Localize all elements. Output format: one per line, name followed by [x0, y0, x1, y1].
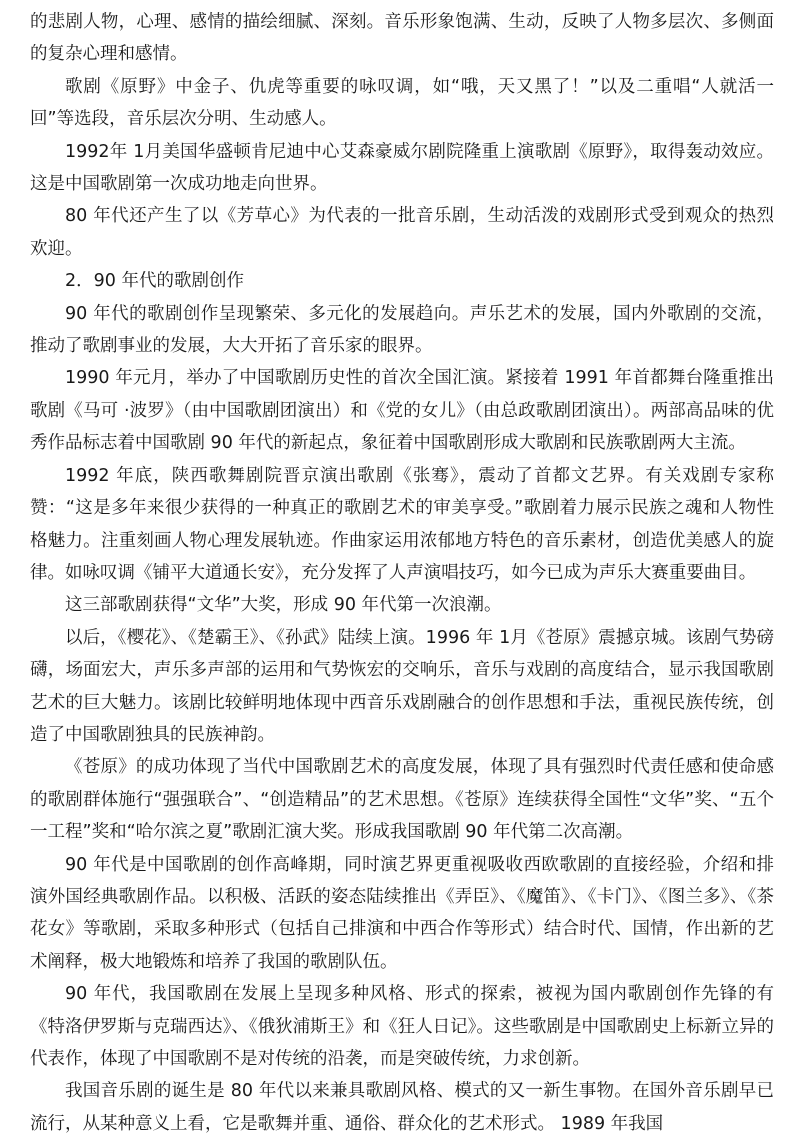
paragraph: 1990 年元月，举办了中国歌剧历史性的首次全国汇演。紧接着 1991 年首都舞台隆重推出歌剧《马可 ·波罗》（由中国歌剧团演出）和《党的女儿》（由总政歌剧团演出）。两部高品味的优秀作品标志着中国歌剧 90 年代的新起点，象征着中国歌剧形成大歌剧和民族歌剧两大主流。: [30, 368, 774, 454]
paragraph-continued: 的悲剧人物，心理、感情的描绘细腻、深刻。音乐形象饱满、生动，反映了人物多层次、多侧面的复杂心理和感情。: [30, 12, 774, 65]
paragraph: 90 年代的歌剧创作呈现繁荣、多元化的发展趋向。声乐艺术的发展，国内外歌剧的交流，推动了歌剧事业的发展，大大开拓了音乐家的眼界。: [30, 303, 774, 357]
paragraph: 这三部歌剧获得“文华”大奖，形成 90 年代第一次浪潮。: [65, 595, 502, 616]
paragraph: 《苍原》的成功体现了当代中国歌剧艺术的高度发展，体现了具有强烈时代责任感和使命感的歌剧群体施行“强强联合”、“创造精品”的艺术思想。《苍原》连续获得全国性“文华”奖、“五个一工程”奖和“哈尔滨之夏”歌剧汇演大奖。形成我国歌剧 90 年代第二次高潮。: [30, 757, 774, 843]
paragraph: 1992年 1月美国华盛顿肯尼迪中心艾森豪威尔剧院隆重上演歌剧《原野》，取得轰动效应。这是中国歌剧第一次成功地走向世界。: [30, 141, 774, 195]
paragraph: 90 年代是中国歌剧的创作高峰期，同时演艺界更重视吸收西欧歌剧的直接经验，介绍和排演外国经典歌剧作品。以积极、活跃的姿态陆续推出《弄臣》、《魔笛》、《卡门》、《图兰多》、《茶花女》等歌剧，采取多种形式（包括自己排演和中西合作等形式）结合时代、国情，作出新的艺术阐释，极大地锻炼和培养了我国的歌剧队伍。: [30, 854, 774, 972]
paragraph: 以后，《樱花》、《楚霸王》、《孙武》陆续上演。1996 年 1月《苍原》震撼京城。该剧气势磅礴，场面宏大，声乐多声部的运用和气势恢宏的交响乐，音乐与戏剧的高度结合，显示我国歌剧艺术的巨大魅力。该剧比较鲜明地体现中西音乐戏剧融合的创作思想和手法，重视民族传统，创造了中国歌剧独具的民族神韵。: [30, 627, 774, 745]
paragraph: 90 年代，我国歌剧在发展上呈现多种风格、形式的探索，被视为国内歌剧创作先锋的有《特洛伊罗斯与克瑞西达》、《俄狄浦斯王》和《狂人日记》。这些歌剧是中国歌剧史上标新立异的代表作，体现了中国歌剧不是对传统的沿袭，而是突破传统，力求创新。: [30, 984, 774, 1069]
paragraph: 1992 年底，陕西歌舞剧院晋京演出歌剧《张骞》，震动了首都文艺界。有关戏剧专家称赞：“这是多年来很少获得的一种真正的歌剧艺术的审美享受。”歌剧着力展示民族之魂和人物性格魅力。注重刻画人物心理发展轨迹。作曲家运用浓郁地方特色的音乐素材，创造优美感人的旋律。如咏叹调《铺平大道通长安》，充分发挥了人声演唱技巧，如今已成为声乐大赛重要曲目。: [30, 465, 774, 583]
paragraph: 我国音乐剧的诞生是 80 年代以来兼具歌剧风格、模式的又一新生事物。在国外音乐剧早已流行，从某种意义上看，它是歌舞并重、通俗、群众化的艺术形式。 1989 年我国: [30, 1081, 774, 1134]
section-heading: 2．90 年代的歌剧创作: [65, 271, 244, 292]
paragraph: 歌剧《原野》中金子、仇虎等重要的咏叹调，如“哦，天又黑了！”以及二重唱“人就活一回”等选段，音乐层次分明、生动感人。: [30, 76, 774, 130]
paragraph: 80 年代还产生了以《芳草心》为代表的一批音乐剧，生动活泼的戏剧形式受到观众的热烈欢迎。: [30, 206, 774, 259]
